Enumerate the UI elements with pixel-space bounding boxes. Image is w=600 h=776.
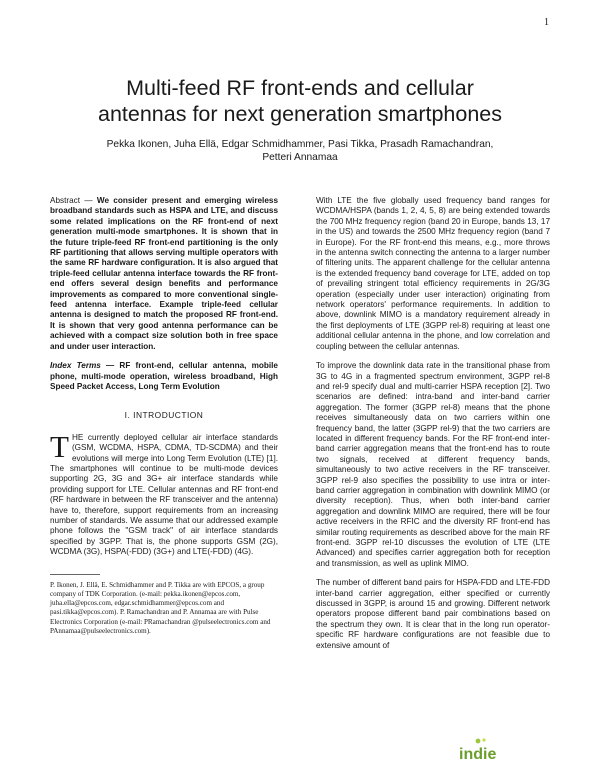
- authors-line: Pekka Ikonen, Juha Ellä, Edgar Schmidhammer, Pasi Tikka, Prasadh Ramachandran,: [106, 139, 494, 150]
- index-terms-label: Index Terms: [50, 361, 101, 371]
- abstract-lead: Abstract —: [50, 196, 97, 205]
- page-number: 1: [544, 17, 549, 28]
- body-paragraph: With LTE the five globally used frequency band ranges for WCDMA/HSPA (bands 1, 2, 4, 5, 8) are being extended towards the 700 MHz frequency region (band 20 in Europe, bands 13, 17 in the US) and towards the 2500 MHz frequency region (band 7 in Europe). For the RF front-end this means, e.g., more throws in the antenna switch connecting the antenna to a larger number of filtering units. The apparent challenge for the cellular antenna is the extended frequency band coverage for LTE, added on top of prevailing stringent total efficiency requirements in 2G/3G operation (especially under user interaction) originating from network operators' performance requirements. In addition to above, downlink MIMO is a mandatory requirement already in the first deployments of LTE (3GPP rel-8) requiring at least one additional cellular antenna in the phone, and low correlation and coupling between the cellular antennas.: [316, 196, 550, 351]
- indie-logo: [456, 737, 502, 767]
- footnote-divider: [50, 574, 100, 575]
- abstract-body: We consider present and emerging wireless broadband standards such as HSPA and LTE, and discuss some related implications on the RF front-end of next generation multi-mode smartphones. It is shown that in the future triple-feed RF front-end partitioning is the only RF partitioning that allows serving multiple operators with the same RF hardware configuration. It is also argued that triple-feed cellular antenna interface towards the RF front-end offers several design benefits and performance improvements as compared to more conventional single-feed antenna interface. Example triple-feed cellular antenna is designed to match the proposed RF front-end. It is shown that very good antenna performance can be achieved with a compact size solution both in free space and under user interaction.: [50, 196, 278, 351]
- drop-cap: T: [50, 428, 69, 464]
- abstract: [50, 196, 278, 352]
- intro-text: HE currently deployed cellular air interface standards (GSM, WCDMA, HSPA, CDMA, TD-SCDMA) and their evolutions will merge into Long Term Evolution (LTE) [1]. The smartphones will continue to be multi-mode devices supporting 2G, 3G and 3G+ air interface standards while providing support for LTE. Cellular antennas and RF front-end (RF hardware in between the RF transceiver and the antenna) have to, therefore, support requirements from an increasing number of standards. We assume that our addressed example phone follows the "GSM track" of air interface standards specified by 3GPP. That is, the phone supports GSM (2G), WCDMA (3G), HSPA(-FDD) (3G+) and LTE(-FDD) (4G).: [50, 432, 278, 557]
- title-line: antennas for next generation smartphones: [98, 102, 502, 127]
- authors-line: Petteri Annamaa: [262, 152, 338, 163]
- index-terms-body: — RF front-end, cellular antenna, mobile phone, multi-mode operation, wireless broadband, High Speed Packet Access, Long Term Evolution: [50, 361, 278, 391]
- title-line: Multi-feed RF front-ends and cellular: [126, 76, 474, 101]
- author-list: [70, 138, 530, 164]
- paper-title: [50, 75, 550, 127]
- logo-wordmark: indie: [459, 746, 497, 763]
- section-heading: I. INTRODUCTION: [124, 410, 204, 421]
- logo-dot-icon: [476, 739, 481, 744]
- body-paragraph: The number of different band pairs for HSPA-FDD and LTE-FDD inter-band carrier aggregation, either specified or currently discussed in 3GPP, is around 15 and growing. Different network operators propose different band pair combinations based on the spectrum they own. It is clear that in the long run operator-specific RF hardware configurations are not feasible due to extensive amount of: [316, 578, 550, 650]
- body-paragraph: To improve the downlink data rate in the transitional phase from 3G to 4G in a fragmented spectrum environment, 3GPP rel-8 and rel-9 specify dual and multi-carrier HSPA reception [2]. Two scenarios are defined: intra-band and inter-band carrier aggregation. The former (3GPP rel-8) means that the phone receives simultaneously data on two carriers within one frequency band, the latter (3GPP rel-9) that the two carriers are located in different frequency bands. For the RF front-end inter-band carrier aggregation means that the front-end has to route two signals, received at different frequency bands, simultaneously to two active receivers in the RF transceiver. 3GPP rel-9 also specifies the possibility to use intra or inter-band carrier aggregation in combination with downlink MIMO (or diversity reception). Thus, when both inter-band carrier aggregation and downlink MIMO are required, there will be four active receivers in the RFIC and the diversity RF front-end has similar routing requirements as described above for the main RF front-end. 3GPP rel-10 discusses the evolution of LTE (LTE Advanced) and specifies carrier aggregation both for reception and transmission, as well as uplink MIMO.: [316, 361, 550, 568]
- logo-dot-icon: [482, 738, 485, 741]
- left-column: [50, 196, 278, 636]
- index-terms: [50, 361, 278, 392]
- author-footnote: P. Ikonen, J. Ellä, E. Schmidhammer and P. Tikka are with EPCOS, a group company of TDK Corporation. (e-mail: pekka.ikonen@epcos.com, juha.ella@epcos.com, edgar.schmidhammer@epcos.com and pasi.tikka@epcos.com). P. Ramachandran and P. Annamaa are with Pulse Electronics Corporation (e-mail: PRamachandran @pulseelectronics.com and PAnnamaa@pulseelectronics.com).: [50, 580, 271, 636]
- right-column: [316, 196, 550, 651]
- intro-paragraph: [50, 428, 278, 558]
